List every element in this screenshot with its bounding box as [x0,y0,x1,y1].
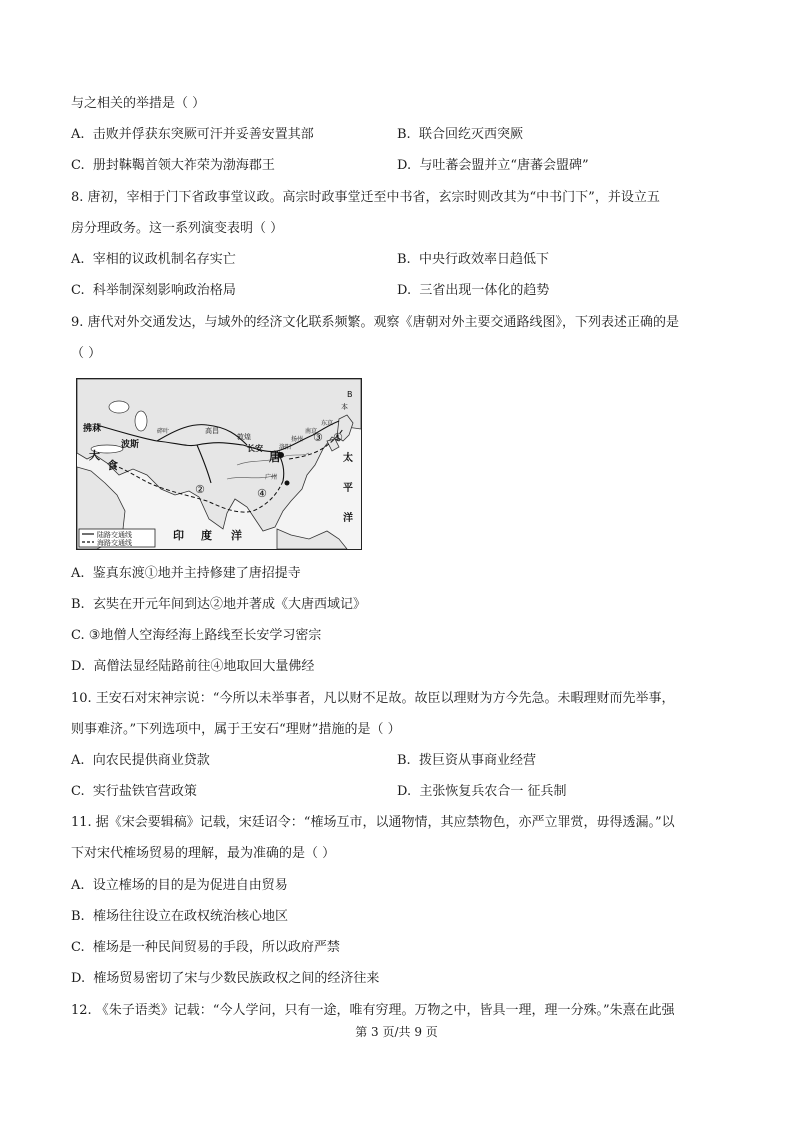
map-label-ben: 本 [341,403,348,411]
map-label-ocean-yang: 洋 [343,513,353,524]
q9-option-c [71,627,321,645]
option-letter: D. [71,971,86,986]
map-label-indian-yang: 洋 [231,529,242,542]
map-label-bosi: 波斯 [121,440,140,450]
question-9-stem: 9. 唐代对外交通发达，与域外的经济文化联系频繁。观察《唐朝对外主要交通路线图》，下列表述正确的是 [71,315,680,330]
q7-option-a [71,126,314,144]
map-label-tai: 太 [343,453,353,464]
option-letter: B. [71,597,85,612]
option-letter: C. [71,628,85,643]
option-letter: C. [71,784,85,799]
q8-option-a [71,251,236,269]
question-9-stem-cont: （ ） [71,346,102,361]
map-label-yin: 印 [173,529,184,542]
map-label-tang: 唐 [269,450,282,464]
page-number-footer: 第 3 页/共 9 页 [355,1025,438,1039]
option-text: 设立榷场的目的是为促进自由贸易 [92,878,288,893]
option-text: 主张恢复兵农合一 征兵制 [419,784,567,799]
option-text: 科举制深刻影响政治格局 [92,283,236,298]
tang-trade-routes-map [76,378,362,550]
q9-option-b [71,596,366,614]
q7-option-d [397,157,589,175]
q10-option-c [71,783,197,801]
q10-option-a [71,752,210,770]
question-8-stem: 8. 唐初，宰相于门下省政事堂议政。高宗时政事堂迁至中书省，玄宗时则改其为“中书门下”，并设立五 [71,190,660,205]
map-label-ping: 平 [343,483,353,494]
option-letter: B. [397,753,411,768]
map-label-fulin: 拂菻 [83,424,102,434]
option-letter: C. [71,283,85,298]
option-text: 榷场往往设立在政权统治核心地区 [92,909,288,924]
q7-option-c [71,157,275,175]
map-marker-1: ① [333,431,343,444]
q9-option-d [71,658,314,676]
option-letter: C. [71,158,85,173]
map-marker-4: ④ [257,487,267,500]
q11-option-a [71,877,288,895]
option-letter: B. [397,252,411,267]
option-letter: A. [71,127,85,142]
q8-option-d [397,282,549,300]
option-letter: B. [397,127,411,142]
q8-option-b [397,251,549,269]
option-text: 宰相的议政机制名存实亡 [92,252,236,267]
option-letter: D. [71,659,86,674]
map-marker-3: ③ [313,431,323,444]
option-letter: D. [397,283,412,298]
option-text: 向农民提供商业贷款 [92,753,210,768]
q7-option-b [397,126,523,144]
map-label-dunhuang: 敦煌 [237,433,251,441]
option-letter: A. [71,566,85,581]
option-letter: A. [71,878,85,893]
option-text: 玄奘在开元年间到达②地并著成《大唐西域记》 [92,597,366,612]
option-text: 册封靺鞨首领大祚荣为渤海郡王 [92,158,275,173]
q11-option-d [71,970,379,988]
option-text: 榷场是一种民间贸易的手段，所以政府严禁 [92,940,340,955]
q11-option-c [71,939,340,957]
option-letter: C. [71,940,85,955]
question-8-stem-cont: 房分理政务。这一系列演变表明（ ） [71,221,284,236]
map-label-yangzhou: 扬州 [291,436,304,443]
map-label-da: 大 [89,449,100,462]
legend-land-route: 陆路交通线 [97,531,132,539]
map-label-gaochang: 高昌 [205,427,219,435]
option-text: 榷场贸易密切了宋与少数民族政权之间的经济往来 [93,971,380,986]
map-label-shi: 食 [107,459,118,472]
map-label-changan: 长安 [247,444,263,453]
option-text: 中央行政效率日趋低下 [418,252,549,267]
q10-option-d [397,783,567,801]
option-text: 联合回纥灭西突厥 [418,127,523,142]
option-letter: A. [71,753,85,768]
option-text: ③地僧人空海经海上路线至长安学习密宗 [88,628,322,643]
map-label-du: 度 [201,529,212,542]
option-text: 击败并俘获东突厥可汗并妥善安置其部 [92,127,314,142]
question-10-stem-cont: 则事难济。”下列选项中，属于王安石“理财”措施的是（ ） [71,722,401,737]
map-label-nanjing: 南京 [305,428,318,435]
option-letter: B. [71,909,85,924]
map-label-b: B [347,390,353,399]
question-11-stem-cont: 下对宋代榷场贸易的理解，最为准确的是（ ） [71,846,336,861]
legend-sea-route: 海路交通线 [97,539,132,547]
option-letter: D. [397,158,412,173]
option-text: 实行盐铁官营政策 [92,784,197,799]
question-12-stem: 12. 《朱子语类》记载：“今人学问，只有一途，唯有穷理。万物之中，皆具一理，理一分殊。”朱熹在此强 [71,1003,675,1018]
option-text: 高僧法显经陆路前往④地取回大量佛经 [93,659,315,674]
option-text: 鉴真东渡①地并主持修建了唐招提寺 [92,566,301,581]
question-11-stem: 11. 据《宋会要辑稿》记载，宋廷诏令：“榷场互市，以通物情，其应禁物色，亦严立罪赏，毋得透漏。”以 [71,815,675,830]
question-7-stem-tail: 与之相关的举措是（ ） [71,96,206,111]
option-text: 拨巨资从事商业经营 [418,753,536,768]
q11-option-b [71,908,288,926]
q10-option-b [397,752,536,770]
map-label-guangzhou: 广州 [265,474,278,481]
map-label-luoyang: 洛阳 [279,444,292,451]
question-10-stem: 10. 王安石对宋神宗说：“今所以未举事者，凡以财不足故。故臣以理财为方今先急。未暇理财而先举事， [71,691,675,706]
map-label-dongjing: 东京 [321,420,334,427]
q9-option-a [71,565,301,583]
option-letter: D. [397,784,412,799]
map-marker-2: ② [195,483,205,496]
q8-option-c [71,282,236,300]
option-letter: A. [71,252,85,267]
option-text: 与吐蕃会盟并立“唐蕃会盟碑” [419,158,589,173]
option-text: 三省出现一体化的趋势 [419,283,550,298]
map-label-suiye: 碎叶 [157,428,170,435]
